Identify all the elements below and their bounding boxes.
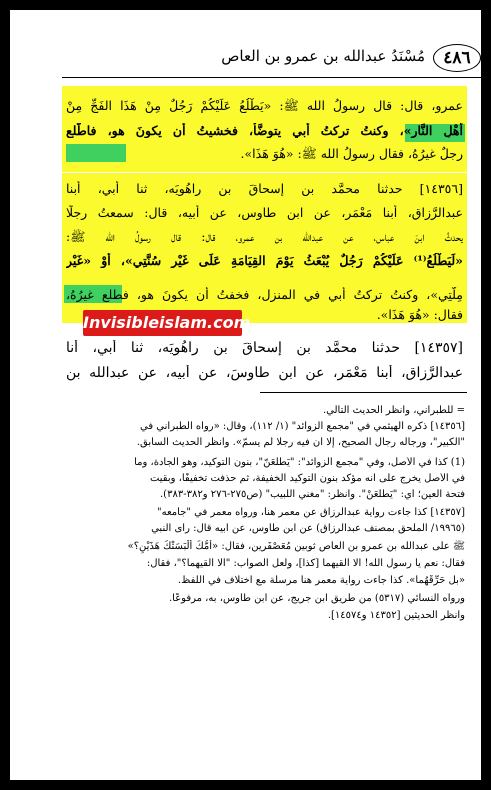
footnote-line: = للطبراني، وانظر الحديث التالي. (322, 405, 465, 416)
footnote-line: ﷺ على عبدالله بن عمرو بن العاص ثوبين مُعَصْفَرين، فقال: «أُمُّكَ أَلْبَسَتْكَ هَذَيْنِ؟» (127, 541, 465, 552)
footnote-line: فتحة العين؛ أي: "يَطْلُعَنْ". وانظر: "مغني اللبيب" (ص٢٧٥-٢٧٦ و٣٨٢-٣٨٣). (160, 489, 465, 500)
text-line: عبدالرَّزاق، أبنا مَعْمَر، عن ابن طاوسَ، عن أبيه، عن عبدالله بن (66, 365, 463, 381)
text-line: أَهْلِ النَّارِ»، وكنتُ تركتُ أبي يتوضَّأ، فخشيتُ أن يكونَ هو، فاطّلع (66, 123, 463, 138)
footnote-line: [١٤٣٥٦] ذكره الهيثمي في "مجمع الزوائد" (١/ ١١٢)، وقال: «رواه الطبراني في (140, 421, 465, 432)
page-header (62, 42, 481, 78)
text-line: عبدالرَّزاق، أبنا مَعْمَر، عن ابن طاوس، عن أبيه، قال: سمعتُ رجلًا (66, 205, 463, 220)
footnote-line: (١٩٩٦٥/ الملحق بمصنف عبدالرزاق) عن ابن طاوس، عن أبيه قال: رأى النبي (151, 523, 465, 534)
footnote-line: «بل حَرِّقْهُما». كذا جاءت رواية معمر هنا مرسلة مع اختلاف في اللفظ. (177, 575, 465, 586)
text-line: يحدثُ ابنَ عباس، عن عبدالله بن عمرو، قال: قال رسولُ الله ﷺ: (66, 229, 463, 244)
page-number: ٤٨٦ (433, 44, 481, 72)
footnote-line: ورواه النسائي (٥٣١٧) من طريق ابن جريج، عن ابن طاوس، به، مرفوعًا. (168, 593, 465, 604)
footnote-line: وانظر الحديثين [١٤٣٥٢ و١٤٥٧٤]. (327, 610, 465, 621)
text-line: [١٤٣٥٦] حدثنا محمَّد بن إسحاقَ بن راهُويَه، ثنا أبي، أبنا (66, 181, 463, 196)
footnote-line: في الأصل يخرج على أنه مؤكد بنون التوكيد الخفيفة، ثم حذفت تخفيفًا، وبقيت (149, 473, 465, 484)
watermark-banner: Invisibleislam.com (83, 310, 242, 336)
footnote-line: فقال: نعم يا رسول الله! ألا أُلْقيهما [كذا]، ولعل الصواب: "ألا أُلْقيهما؟"، فقال: (146, 558, 465, 569)
running-title: مُسْنَدُ عبدالله بن عمرو بن العاص (221, 47, 425, 65)
text-line: عمرو، قال: قال رسولُ الله ﷺ: «يَطْلُعُ عَلَيْكُمْ رَجُلٌ مِنْ هَذَا الفَجِّ مِنْ (66, 98, 463, 113)
footnote-line: "الكبير"، ورجاله رجال الصحيح، إلا أن فيه رجلًا لم يسمّ». وانظر الحديث السابق. (136, 437, 465, 448)
header-rule (62, 77, 481, 78)
footnote-line: (1) كذا في الأصل، وفي "مجمع الزوائد": "يَطْلُعَنّ"، بنون التوكيد، وهو الجادة، وما (134, 457, 465, 468)
footnote-rule (260, 392, 467, 393)
footnote-line: [١٤٣٥٧] كذا جاءت رواية عبدالرزاق عن معمر هنا، ورواه معمر في "جامعه" (157, 507, 465, 518)
text-line: فقال: «هُوَ هَذَا». (376, 307, 463, 322)
text-line: مِلَّتِي»، وكنتُ تركتُ أبي في المنزل، فخفتُ أن يكونَ هو، فطلع غيرُهُ، (66, 287, 463, 302)
text-line: [١٤٣٥٧] حدثنا محمَّد بن إسحاقَ بن راهُويَه، ثنا أبي، أنا (66, 340, 463, 356)
text-line: «لَيَطْلُعُ⁽¹⁾ عَلَيْكُمْ رَجُلٌ يُبْعَثُ يَوْمَ القِيَامَةِ عَلَى غَيْرِ سُنَّتِي»، أَوْ «غَيْرِ (66, 253, 463, 268)
text-line: رجلٌ غيرُهُ، فقال رسولُ الله ﷺ: «هُوَ هَذَا». (240, 146, 463, 161)
